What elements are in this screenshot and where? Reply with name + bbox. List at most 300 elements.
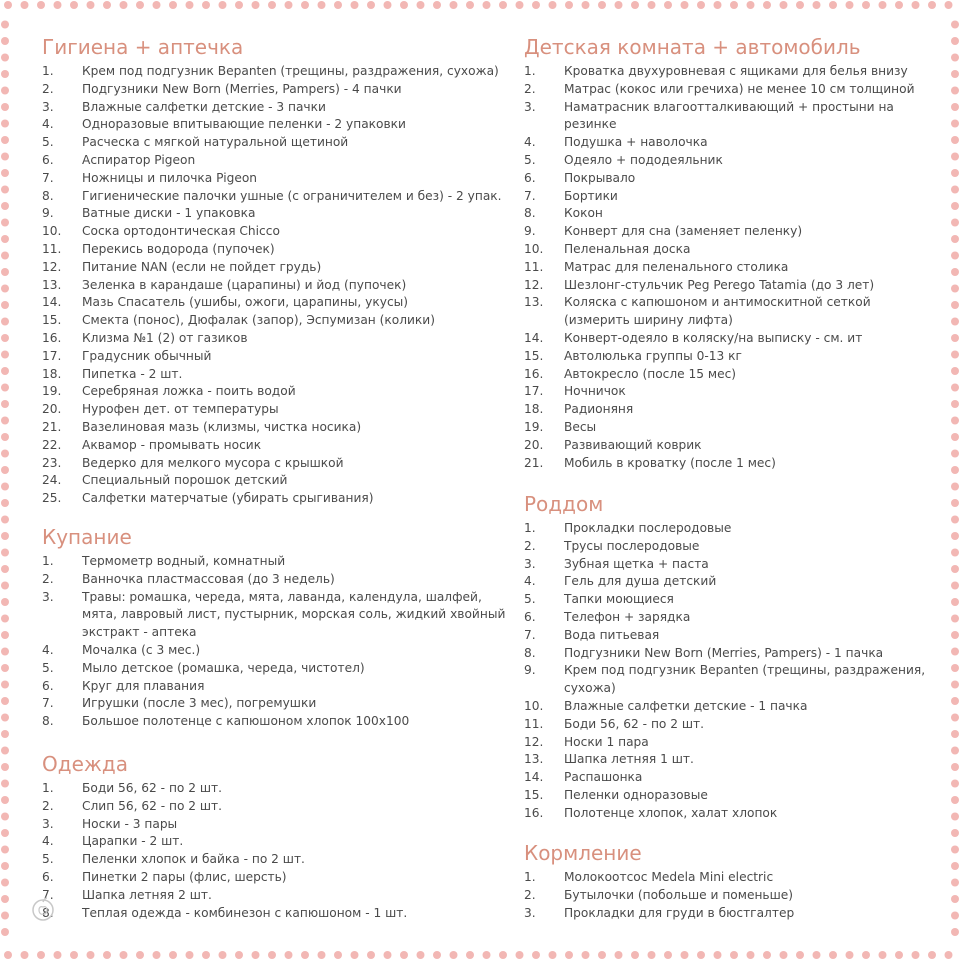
border-dot	[483, 951, 491, 959]
list-item-number: 4.	[42, 642, 54, 657]
border-dot	[1, 103, 9, 111]
border-dot	[235, 1, 243, 9]
list-item	[524, 366, 934, 384]
border-dot	[169, 1, 177, 9]
border-dot	[951, 796, 959, 804]
list-item-text: Гигиенические палочки ушные (с ограничителем и без) - 2 упак.	[82, 188, 502, 203]
border-dot	[87, 1, 95, 9]
list-item	[524, 188, 934, 206]
border-dot	[400, 951, 408, 959]
border-dot	[582, 951, 590, 959]
list-item	[42, 678, 512, 696]
border-dot	[648, 1, 656, 9]
list-item	[42, 472, 512, 490]
border-dot	[1, 202, 9, 210]
section-title-maternity: Роддом	[524, 492, 604, 516]
border-dot	[1, 153, 9, 161]
list-item-number: 13.	[42, 277, 62, 292]
border-dot	[367, 1, 375, 9]
list-item	[524, 277, 934, 295]
checklist-sheet	[18, 18, 942, 942]
list-item-number: 2.	[42, 571, 54, 586]
border-dot	[285, 951, 293, 959]
list-item	[42, 277, 512, 295]
list-item-number: 7.	[524, 627, 536, 642]
border-dot	[730, 1, 738, 9]
border-dot	[1, 664, 9, 672]
border-dot	[951, 450, 959, 458]
list-item-number: 7.	[42, 696, 54, 711]
border-dot	[862, 1, 870, 9]
section-hygiene	[42, 34, 512, 508]
list-item	[524, 419, 934, 437]
border-dot	[1, 252, 9, 260]
border-dot	[1, 714, 9, 722]
list-item	[524, 330, 934, 348]
list-item	[524, 63, 934, 81]
list-item	[524, 170, 934, 188]
list-item	[524, 787, 934, 805]
border-dot	[730, 951, 738, 959]
border-dot	[951, 598, 959, 606]
border-dot	[951, 565, 959, 573]
list-item	[42, 695, 512, 713]
list-item-number: 5.	[524, 152, 536, 167]
border-dot	[1, 37, 9, 45]
list-item-number: 15.	[524, 348, 544, 363]
list-item-text: Расческа с мягкой натуральной щетиной	[82, 135, 349, 150]
list-item	[524, 645, 934, 663]
border-dot	[1, 268, 9, 276]
border-dot	[951, 252, 959, 260]
list-item-number: 16.	[42, 330, 62, 345]
border-dot	[70, 1, 78, 9]
list-item-text: Коляска с капюшоном и антимоскитной сеткой (измерить ширину лифта)	[564, 295, 871, 328]
list-item	[42, 713, 512, 731]
list-item-text: Бутылочки (побольше и поменьше)	[564, 887, 794, 902]
border-dot	[466, 1, 474, 9]
border-dot	[1, 862, 9, 870]
list-item-text: Одноразовые впитывающие пеленки - 2 упаковки	[82, 117, 406, 132]
border-dot	[951, 730, 959, 738]
border-dot	[780, 951, 788, 959]
list-item	[42, 170, 512, 188]
list-item-number: 13.	[524, 295, 544, 310]
border-dot	[136, 951, 144, 959]
border-dot	[1, 417, 9, 425]
border-dot	[615, 1, 623, 9]
border-dot	[951, 549, 959, 557]
list-item-text: Салфетки матерчатые (убирать срыгивания)	[82, 491, 374, 506]
list-item-number: 13.	[524, 752, 544, 767]
list-bathing	[42, 553, 512, 731]
border-dot	[951, 516, 959, 524]
list-clothes	[42, 780, 512, 922]
list-item-number: 6.	[42, 152, 54, 167]
list-item	[524, 205, 934, 223]
border-dot	[763, 951, 771, 959]
border-dot	[951, 153, 959, 161]
border-dot	[945, 1, 953, 9]
border-dot	[951, 664, 959, 672]
list-item-number: 3.	[42, 589, 54, 604]
list-item	[42, 401, 512, 419]
section-feeding	[524, 840, 934, 922]
border-dot	[202, 951, 210, 959]
list-item-number: 10.	[524, 698, 544, 713]
border-dot	[951, 829, 959, 837]
list-item	[42, 660, 512, 678]
border-dot	[1, 846, 9, 854]
border-dot	[549, 951, 557, 959]
border-dot	[268, 951, 276, 959]
border-dot	[951, 367, 959, 375]
border-dot	[763, 1, 771, 9]
list-item-text: Подгузники New Born (Merries, Pampers) - 1 пачка	[564, 645, 884, 660]
border-dot	[951, 351, 959, 359]
list-item-text: Автолюлька группы 0-13 кг	[564, 348, 742, 363]
list-item-text: Пеленальная доска	[564, 241, 691, 256]
list-item	[524, 627, 934, 645]
list-item	[524, 573, 934, 591]
list-item-number: 14.	[42, 295, 62, 310]
border-dot	[879, 951, 887, 959]
list-item	[524, 437, 934, 455]
list-item-text: Носки - 3 пары	[82, 816, 178, 831]
border-dot	[1, 450, 9, 458]
list-item	[524, 241, 934, 259]
list-item-number: 14.	[524, 770, 544, 785]
border-dot	[697, 951, 705, 959]
list-item	[42, 816, 512, 834]
border-dot	[598, 951, 606, 959]
border-dot	[1, 433, 9, 441]
list-item-number: 5.	[42, 135, 54, 150]
list-item-number: 5.	[42, 660, 54, 675]
border-dot	[862, 951, 870, 959]
border-dot	[103, 951, 111, 959]
border-dot	[1, 54, 9, 62]
list-item-number: 21.	[42, 419, 62, 434]
border-dot	[219, 1, 227, 9]
border-dot	[951, 417, 959, 425]
list-item-text: Гель для душа детский	[564, 574, 717, 589]
border-dot	[951, 780, 959, 788]
list-item-number: 18.	[524, 402, 544, 417]
list-item	[524, 591, 934, 609]
list-item	[524, 887, 934, 905]
border-dot	[951, 235, 959, 243]
list-item-text: Влажные салфетки детские - 1 пачка	[564, 698, 808, 713]
border-dot	[598, 1, 606, 9]
list-item-text: Матрас (кокос или гречиха) не менее 10 см толщиной	[564, 81, 915, 96]
list-item	[42, 366, 512, 384]
border-dot	[951, 285, 959, 293]
border-dot	[951, 483, 959, 491]
border-dot	[516, 1, 524, 9]
list-item	[524, 769, 934, 787]
border-dot	[951, 763, 959, 771]
border-dot	[153, 951, 161, 959]
list-item	[42, 241, 512, 259]
border-dot	[664, 951, 672, 959]
border-dot	[301, 951, 309, 959]
border-dot	[697, 1, 705, 9]
border-dot	[384, 951, 392, 959]
section-title-nursery: Детская комната + автомобиль	[524, 35, 861, 59]
border-dot	[549, 1, 557, 9]
border-dot	[945, 951, 953, 959]
list-item-text: Прокладки послеродовые	[564, 521, 732, 535]
list-item-number: 5.	[524, 592, 536, 607]
list-item-text: Покрывало	[564, 170, 636, 185]
list-item-text: Бортики	[564, 188, 618, 203]
border-dot	[252, 951, 260, 959]
list-item	[524, 805, 934, 823]
list-item-number: 7.	[42, 170, 54, 185]
border-dot	[681, 1, 689, 9]
border-dot	[951, 697, 959, 705]
border-dot	[951, 466, 959, 474]
list-item	[524, 538, 934, 556]
border-dot	[664, 1, 672, 9]
border-dot	[153, 1, 161, 9]
list-item-number: 17.	[524, 384, 544, 399]
list-item-text: Боди 56, 62 - по 2 шт.	[82, 781, 223, 795]
list-item-text: Молокоотсос Medela Mini electric	[564, 870, 774, 884]
border-dot	[1, 697, 9, 705]
list-item	[42, 869, 512, 887]
border-dot	[796, 951, 804, 959]
border-dot	[912, 951, 920, 959]
border-dot	[516, 951, 524, 959]
list-item-number: 6.	[524, 170, 536, 185]
list-item-number: 2.	[524, 538, 536, 553]
list-item-number: 8.	[42, 714, 54, 729]
border-dot	[631, 951, 639, 959]
list-item	[524, 905, 934, 923]
border-dot	[714, 1, 722, 9]
border-dot	[1, 598, 9, 606]
border-dot	[219, 951, 227, 959]
border-dot	[1, 169, 9, 177]
list-item-number: 8.	[524, 645, 536, 660]
border-dot	[951, 582, 959, 590]
border-dot	[951, 433, 959, 441]
list-item	[524, 698, 934, 716]
border-dot	[169, 951, 177, 959]
border-dot	[951, 615, 959, 623]
border-dot	[951, 928, 959, 936]
list-item	[42, 437, 512, 455]
border-dot	[951, 103, 959, 111]
list-item-text: Шапка летняя 1 шт.	[564, 752, 694, 767]
border-dot	[4, 951, 12, 959]
list-item-text: Трусы послеродовые	[564, 538, 700, 553]
border-dot	[1, 400, 9, 408]
border-dot	[252, 1, 260, 9]
list-item-number: 16.	[524, 805, 544, 820]
list-item-number: 1.	[524, 521, 536, 535]
list-item	[42, 780, 512, 798]
border-dot	[829, 951, 837, 959]
border-dot	[951, 631, 959, 639]
list-item-number: 8.	[524, 206, 536, 221]
list-item-text: Зубная щетка + паста	[564, 556, 709, 571]
border-dot	[951, 400, 959, 408]
border-dot	[450, 951, 458, 959]
border-dot	[384, 1, 392, 9]
border-dot	[951, 186, 959, 194]
border-dot	[301, 1, 309, 9]
border-dot	[951, 37, 959, 45]
list-item	[42, 383, 512, 401]
list-item-text: Одеяло + пододеяльник	[564, 152, 723, 167]
border-dot	[951, 70, 959, 78]
border-dot	[1, 516, 9, 524]
list-item-number: 23.	[42, 455, 62, 470]
list-item-number: 8.	[42, 905, 54, 920]
border-dot	[499, 951, 507, 959]
list-item-text: Слип 56, 62 - по 2 шт.	[82, 798, 223, 813]
border-dot	[1, 466, 9, 474]
list-item-number: 25.	[42, 491, 62, 506]
list-item-text: Травы: ромашка, череда, мята, лаванда, календула, шалфей, мята, лавровый лист, пустырник, морская соль, жидкий хвойный экстракт - аптека	[82, 589, 506, 640]
list-item	[42, 312, 512, 330]
list-item-number: 2.	[42, 81, 54, 96]
list-item-number: 1.	[42, 554, 54, 568]
border-dot	[846, 951, 854, 959]
list-item	[42, 152, 512, 170]
list-item-text: Боди 56, 62 - по 2 шт.	[564, 716, 705, 731]
list-item	[524, 259, 934, 277]
list-item-text: Ведерко для мелкого мусора с крышкой	[82, 455, 344, 470]
list-item	[524, 81, 934, 99]
section-bathing	[42, 524, 512, 731]
border-dot	[1, 499, 9, 507]
border-dot	[1, 351, 9, 359]
border-dot	[565, 951, 573, 959]
border-dot	[951, 21, 959, 29]
list-item-text: Подгузники New Born (Merries, Pampers) - 4 пачки	[82, 81, 402, 96]
list-item-number: 4.	[524, 135, 536, 150]
list-item	[524, 383, 934, 401]
list-item-number: 5.	[42, 852, 54, 867]
list-item-text: Телефон + зарядка	[564, 609, 691, 624]
border-dot	[1, 780, 9, 788]
list-item-text: Мобиль в кроватку (после 1 мес)	[564, 455, 776, 470]
border-dot	[532, 951, 540, 959]
border-dot	[951, 879, 959, 887]
list-item-number: 1.	[42, 64, 54, 78]
border-dot	[120, 951, 128, 959]
list-item-text: Весы	[564, 419, 597, 434]
list-item	[524, 716, 934, 734]
border-dot	[54, 1, 62, 9]
list-item-text: Носки 1 пара	[564, 734, 649, 749]
border-dot	[1, 928, 9, 936]
section-title-bathing: Купание	[42, 525, 132, 549]
list-item-text: Радионяня	[564, 402, 634, 417]
border-dot	[951, 202, 959, 210]
border-dot	[829, 1, 837, 9]
list-item-number: 17.	[42, 348, 62, 363]
border-dot	[879, 1, 887, 9]
border-dot	[928, 1, 936, 9]
list-item-number: 10.	[42, 224, 62, 239]
section-clothes	[42, 751, 512, 922]
section-maternity	[524, 491, 934, 823]
border-dot	[87, 951, 95, 959]
list-item-number: 12.	[42, 259, 62, 274]
list-item-text: Ватные диски - 1 упаковка	[82, 206, 256, 221]
list-item-text: Прокладки для груди в бюстгалтер	[564, 905, 795, 920]
list-item	[42, 116, 512, 134]
list-item-number: 14.	[524, 330, 544, 345]
list-item-text: Большое полотенце с капюшоном хлопок 100х100	[82, 714, 410, 729]
list-item-number: 10.	[524, 241, 544, 256]
border-dot	[648, 951, 656, 959]
list-item-text: Клизма №1 (2) от газиков	[82, 330, 248, 345]
border-dot	[334, 951, 342, 959]
border-dot	[70, 951, 78, 959]
border-dot	[417, 1, 425, 9]
border-dot	[351, 1, 359, 9]
list-item-text: Ножницы и пилочка Pigeon	[82, 170, 257, 185]
list-item-number: 15.	[524, 787, 544, 802]
border-dot	[499, 1, 507, 9]
list-item	[42, 99, 512, 117]
border-dot	[4, 1, 12, 9]
list-item-text: Распашонка	[564, 770, 643, 785]
border-dot	[928, 951, 936, 959]
list-item-text: Кокон	[564, 206, 603, 221]
border-dot	[483, 1, 491, 9]
list-item-text: Питание NAN (если не пойдет грудь)	[82, 259, 322, 274]
list-item	[524, 662, 934, 698]
border-dot	[37, 951, 45, 959]
list-item-number: 20.	[524, 437, 544, 452]
list-item	[42, 887, 512, 905]
border-dot	[780, 1, 788, 9]
list-item-number: 21.	[524, 455, 544, 470]
border-dot	[951, 318, 959, 326]
border-dot	[846, 1, 854, 9]
border-dot	[186, 1, 194, 9]
border-dot	[1, 483, 9, 491]
border-dot	[433, 951, 441, 959]
border-dot	[1, 582, 9, 590]
border-dot	[54, 951, 62, 959]
border-dot	[136, 1, 144, 9]
border-dot	[1, 648, 9, 656]
border-dot	[1, 285, 9, 293]
border-dot	[1, 813, 9, 821]
list-item-text: Кроватка двухуровневая с ящиками для белья внизу	[564, 64, 908, 78]
list-item-text: Перекись водорода (пупочек)	[82, 241, 275, 256]
list-item-text: Градусник обычный	[82, 348, 212, 363]
border-dot	[334, 1, 342, 9]
border-dot	[895, 951, 903, 959]
list-item-number: 7.	[42, 887, 54, 902]
list-item-number: 11.	[524, 716, 544, 731]
list-item	[42, 330, 512, 348]
list-item-number: 4.	[42, 117, 54, 132]
list-item-number: 3.	[524, 99, 536, 114]
list-item-number: 20.	[42, 402, 62, 417]
border-dot	[951, 54, 959, 62]
list-item-text: Полотенце хлопок, халат хлопок	[564, 805, 778, 820]
